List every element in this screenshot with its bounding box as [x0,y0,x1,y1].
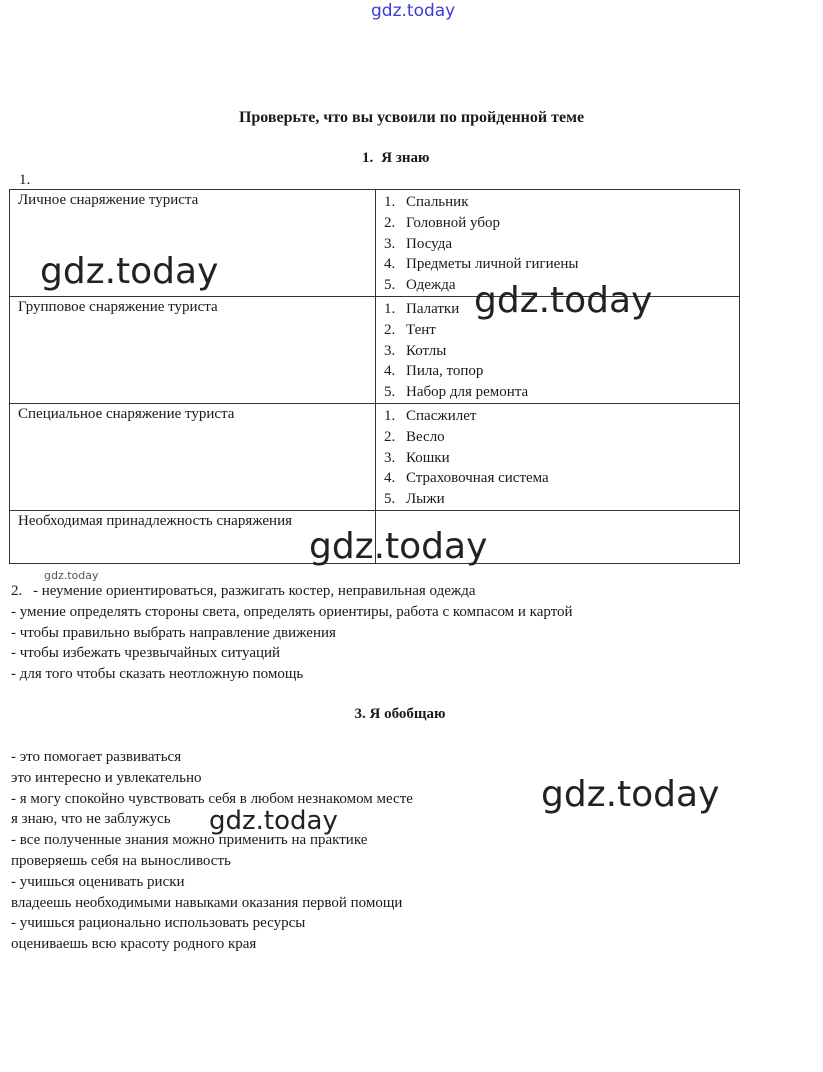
list-item: 4. Пила, топор [384,363,484,380]
list-item: 1. Палатки [384,300,460,317]
watermark: gdz.today [309,526,488,567]
page-title: Проверьте, что вы усвоили по пройденной теме [238,109,585,126]
answer-line: владеешь необходимыми навыками оказания первой помощи [11,894,403,911]
answer-line: - чтобы избежать чрезвычайных ситуаций [11,645,281,662]
category-cell: Необходимая принадлежность снаряжения [10,510,376,563]
watermark: gdz.today [474,280,653,321]
answer-line: - учишься рационально использовать ресурсы [11,915,306,932]
watermark: gdz.today [209,806,338,836]
items-cell [376,403,740,510]
watermark: gdz.today [541,774,720,815]
answer-line: это интересно и увлекательно [11,769,202,786]
answer-line: я знаю, что не заблужусь [11,811,171,828]
section2-answers [11,581,573,685]
section1-heading-text: Я знаю [381,150,430,166]
answer-line: - умение определять стороны света, определять ориентиры, работа с компасом и картой [11,603,573,620]
list-item: 2. Весло [384,428,445,445]
list-item: 1. Спасжилет [384,407,477,424]
section2-number: 2. [11,583,23,599]
answer-line: - я могу спокойно чувствовать себя в любом незнакомом месте [11,790,413,807]
answer-line: - учишься оценивать риски [11,873,185,890]
section3-heading: 3. Я обобщаю [354,706,446,722]
section1-heading [362,150,429,167]
table-row [10,403,740,510]
watermark-top: gdz.today [371,1,456,21]
list-item: 5. Набор для ремонта [384,384,529,401]
watermark: gdz.today [44,569,99,582]
answer-line: - это помогает развиваться [11,749,182,765]
watermark: gdz.today [40,251,219,292]
list-item: 2. Тент [384,321,436,338]
answer-line: - для того чтобы сказать неотложную помощь [11,666,304,683]
answer-line: - все полученные знания можно применить на практике [11,832,368,849]
list-item: 5. Лыжи [384,491,445,508]
answer-line: оцениваешь всю красоту родного края [11,936,257,953]
answer-line: - чтобы правильно выбрать направление движения [11,624,336,641]
answer-line: проверяешь себя на выносливость [11,852,231,869]
section1-number: 1. [362,150,374,166]
section3-answers [11,747,413,955]
category-cell: Специальное снаряжение туриста [10,403,376,510]
category-cell: Личное снаряжение туриста [10,190,376,297]
category-cell: Групповое снаряжение туриста [10,296,376,403]
answer-line: 2. - неумение ориентироваться, разжигать костер, неправильная одежда [11,581,573,602]
equipment-table [9,189,740,567]
list-item: 5. Одежда [384,277,456,294]
list-item: 2. Головной убор [384,214,500,231]
list-item: 1. Спальник [384,194,469,210]
list-item: 4. Предметы личной гигиены [384,256,579,273]
list-item: 4. Страховочная система [384,470,549,487]
items-list [384,406,731,510]
list-item: 3. Посуда [384,235,453,252]
section1-item-number: 1. [19,172,31,188]
list-item: 3. Котлы [384,342,447,359]
list-item: 3. Кошки [384,449,450,466]
